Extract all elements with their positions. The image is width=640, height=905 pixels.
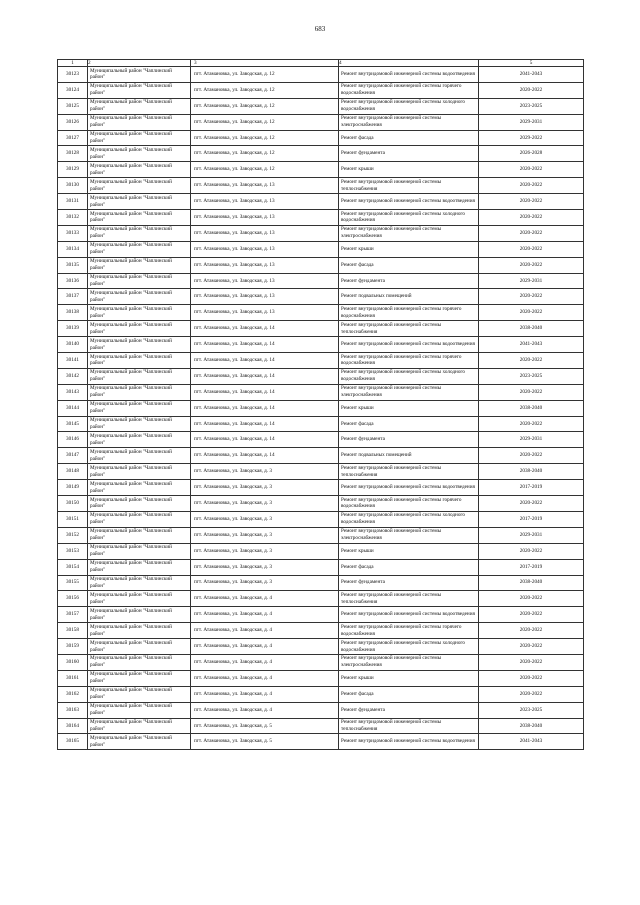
work-type-cell: Ремонт фасада	[339, 416, 479, 432]
municipality-cell: Муниципальный район "Чаплинский район"	[88, 98, 191, 114]
address-cell: пгт. Атамановка, ул. Заводская, д. 14	[191, 368, 339, 384]
address-cell: пгт. Атамановка, ул. Заводская, д. 3	[191, 559, 339, 575]
table-header-row	[58, 60, 584, 67]
table-row	[58, 400, 584, 416]
municipality-cell: Муниципальный район "Чаплинский район"	[88, 416, 191, 432]
address-cell: пгт. Атамановка, ул. Заводская, д. 3	[191, 511, 339, 527]
work-type-cell: Ремонт внутридомовой инженерной системы водоотведения	[339, 734, 479, 750]
work-type-cell: Ремонт внутридомовой инженерной системы горячего водоснабжения	[339, 305, 479, 321]
table-row	[58, 162, 584, 178]
period-cell: 2017-2019	[479, 559, 584, 575]
municipality-cell: Муниципальный район "Чаплинский район"	[88, 591, 191, 607]
work-type-cell: Ремонт внутридомовой инженерной системы электроснабжения	[339, 114, 479, 130]
period-cell: 2020-2022	[479, 225, 584, 241]
table-row	[58, 384, 584, 400]
period-cell: 2020-2022	[479, 384, 584, 400]
period-cell: 2020-2022	[479, 162, 584, 178]
period-cell: 2020-2022	[479, 178, 584, 194]
column-header: 5	[479, 60, 584, 67]
row-number-cell: 30139	[58, 321, 88, 337]
period-cell: 2020-2022	[479, 257, 584, 273]
row-number-cell: 30133	[58, 225, 88, 241]
municipality-cell: Муниципальный район "Чаплинский район"	[88, 511, 191, 527]
work-type-cell: Ремонт крыши	[339, 543, 479, 559]
address-cell: пгт. Атамановка, ул. Заводская, д. 4	[191, 623, 339, 639]
period-cell: 2038-2040	[479, 575, 584, 591]
table-row	[58, 82, 584, 98]
municipality-cell: Муниципальный район "Чаплинский район"	[88, 162, 191, 178]
municipality-cell: Муниципальный район "Чаплинский район"	[88, 82, 191, 98]
period-cell: 2020-2022	[479, 686, 584, 702]
address-cell: пгт. Атамановка, ул. Заводская, д. 3	[191, 527, 339, 543]
table-row	[58, 559, 584, 575]
row-number-cell: 30152	[58, 527, 88, 543]
address-cell: пгт. Атамановка, ул. Заводская, д. 13	[191, 273, 339, 289]
period-cell: 2026-2028	[479, 146, 584, 162]
period-cell: 2020-2022	[479, 670, 584, 686]
municipality-cell: Муниципальный район "Чаплинский район"	[88, 464, 191, 480]
period-cell: 2020-2022	[479, 639, 584, 655]
address-cell: пгт. Атамановка, ул. Заводская, д. 3	[191, 480, 339, 496]
municipality-cell: Муниципальный район "Чаплинский район"	[88, 654, 191, 670]
work-type-cell: Ремонт внутридомовой инженерной системы горячего водоснабжения	[339, 353, 479, 369]
work-type-cell: Ремонт крыши	[339, 670, 479, 686]
row-number-cell: 30132	[58, 210, 88, 226]
municipality-cell: Муниципальный район "Чаплинский район"	[88, 432, 191, 448]
address-cell: пгт. Атамановка, ул. Заводская, д. 5	[191, 718, 339, 734]
page-number: 683	[314, 25, 326, 33]
row-number-cell: 30148	[58, 464, 88, 480]
table-row	[58, 686, 584, 702]
work-type-cell: Ремонт внутридомовой инженерной системы водоотведения	[339, 67, 479, 83]
row-number-cell: 30163	[58, 702, 88, 718]
period-cell: 2038-2040	[479, 464, 584, 480]
municipality-cell: Муниципальный район "Чаплинский район"	[88, 734, 191, 750]
period-cell: 2020-2022	[479, 210, 584, 226]
address-cell: пгт. Атамановка, ул. Заводская, д. 13	[191, 225, 339, 241]
municipality-cell: Муниципальный район "Чаплинский район"	[88, 289, 191, 305]
table-row	[58, 67, 584, 83]
row-number-cell: 30153	[58, 543, 88, 559]
municipality-cell: Муниципальный район "Чаплинский район"	[88, 623, 191, 639]
municipality-cell: Муниципальный район "Чаплинский район"	[88, 353, 191, 369]
address-cell: пгт. Атамановка, ул. Заводская, д. 3	[191, 496, 339, 512]
municipality-cell: Муниципальный район "Чаплинский район"	[88, 718, 191, 734]
table-row	[58, 98, 584, 114]
row-number-cell: 30126	[58, 114, 88, 130]
period-cell: 2029-2031	[479, 527, 584, 543]
row-number-cell: 30165	[58, 734, 88, 750]
table-row	[58, 480, 584, 496]
municipality-cell: Муниципальный район "Чаплинский район"	[88, 257, 191, 273]
period-cell: 2029-2022	[479, 130, 584, 146]
row-number-cell: 30158	[58, 623, 88, 639]
table-row	[58, 130, 584, 146]
period-cell: 2020-2022	[479, 82, 584, 98]
period-cell: 2017-2019	[479, 480, 584, 496]
work-type-cell: Ремонт внутридомовой инженерной системы теплоснабжения	[339, 464, 479, 480]
address-cell: пгт. Атамановка, ул. Заводская, д. 14	[191, 353, 339, 369]
period-cell: 2038-2040	[479, 718, 584, 734]
work-type-cell: Ремонт внутридомовой инженерной системы водоотведения	[339, 607, 479, 623]
work-type-cell: Ремонт внутридомовой инженерной системы теплоснабжения	[339, 178, 479, 194]
row-number-cell: 30151	[58, 511, 88, 527]
work-type-cell: Ремонт внутридомовой инженерной системы электроснабжения	[339, 384, 479, 400]
row-number-cell: 30162	[58, 686, 88, 702]
work-type-cell: Ремонт крыши	[339, 162, 479, 178]
row-number-cell: 30150	[58, 496, 88, 512]
municipality-cell: Муниципальный район "Чаплинский район"	[88, 527, 191, 543]
period-cell: 2020-2022	[479, 194, 584, 210]
row-number-cell: 30129	[58, 162, 88, 178]
period-cell: 2041-2043	[479, 337, 584, 353]
column-header: 4	[339, 60, 479, 67]
municipality-cell: Муниципальный район "Чаплинский район"	[88, 321, 191, 337]
address-cell: пгт. Атамановка, ул. Заводская, д. 13	[191, 194, 339, 210]
address-cell: пгт. Атамановка, ул. Заводская, д. 13	[191, 241, 339, 257]
table-row	[58, 623, 584, 639]
address-cell: пгт. Атамановка, ул. Заводская, д. 12	[191, 162, 339, 178]
table-row	[58, 448, 584, 464]
row-number-cell: 30128	[58, 146, 88, 162]
address-cell: пгт. Атамановка, ул. Заводская, д. 12	[191, 114, 339, 130]
period-cell: 2020-2022	[479, 623, 584, 639]
work-type-cell: Ремонт внутридомовой инженерной системы холодного водоснабжения	[339, 98, 479, 114]
work-type-cell: Ремонт внутридомовой инженерной системы водоотведения	[339, 194, 479, 210]
address-cell: пгт. Атамановка, ул. Заводская, д. 14	[191, 400, 339, 416]
address-cell: пгт. Атамановка, ул. Заводская, д. 12	[191, 98, 339, 114]
period-cell: 2023-2025	[479, 368, 584, 384]
municipality-cell: Муниципальный район "Чаплинский район"	[88, 559, 191, 575]
row-number-cell: 30144	[58, 400, 88, 416]
table-body	[58, 67, 584, 750]
table-row	[58, 511, 584, 527]
work-type-cell: Ремонт внутридомовой инженерной системы электроснабжения	[339, 225, 479, 241]
work-type-cell: Ремонт фундамента	[339, 702, 479, 718]
work-type-cell: Ремонт внутридомовой инженерной системы горячего водоснабжения	[339, 623, 479, 639]
address-cell: пгт. Атамановка, ул. Заводская, д. 14	[191, 448, 339, 464]
row-number-cell: 30125	[58, 98, 88, 114]
address-cell: пгт. Атамановка, ул. Заводская, д. 13	[191, 210, 339, 226]
period-cell: 2038-2040	[479, 400, 584, 416]
row-number-cell: 30154	[58, 559, 88, 575]
table-row	[58, 654, 584, 670]
row-number-cell: 30157	[58, 607, 88, 623]
row-number-cell: 30124	[58, 82, 88, 98]
table-row	[58, 416, 584, 432]
period-cell: 2041-2043	[479, 67, 584, 83]
municipality-cell: Муниципальный район "Чаплинский район"	[88, 337, 191, 353]
address-cell: пгт. Атамановка, ул. Заводская, д. 4	[191, 639, 339, 655]
work-type-cell: Ремонт внутридомовой инженерной системы горячего водоснабжения	[339, 82, 479, 98]
address-cell: пгт. Атамановка, ул. Заводская, д. 3	[191, 575, 339, 591]
work-type-cell: Ремонт внутридомовой инженерной системы водоотведения	[339, 480, 479, 496]
municipality-cell: Муниципальный район "Чаплинский район"	[88, 480, 191, 496]
period-cell: 2020-2022	[479, 591, 584, 607]
address-cell: пгт. Атамановка, ул. Заводская, д. 5	[191, 734, 339, 750]
address-cell: пгт. Атамановка, ул. Заводская, д. 14	[191, 321, 339, 337]
row-number-cell: 30137	[58, 289, 88, 305]
row-number-cell: 30149	[58, 480, 88, 496]
row-number-cell: 30130	[58, 178, 88, 194]
municipality-cell: Муниципальный район "Чаплинский район"	[88, 241, 191, 257]
period-cell: 2020-2022	[479, 416, 584, 432]
period-cell: 2020-2022	[479, 654, 584, 670]
period-cell: 2020-2022	[479, 353, 584, 369]
row-number-cell: 30143	[58, 384, 88, 400]
table-row	[58, 591, 584, 607]
row-number-cell: 30164	[58, 718, 88, 734]
row-number-cell: 30160	[58, 654, 88, 670]
address-cell: пгт. Атамановка, ул. Заводская, д. 4	[191, 670, 339, 686]
table-row	[58, 273, 584, 289]
municipality-cell: Муниципальный район "Чаплинский район"	[88, 130, 191, 146]
period-cell: 2020-2022	[479, 496, 584, 512]
work-type-cell: Ремонт фундамента	[339, 575, 479, 591]
row-number-cell: 30142	[58, 368, 88, 384]
work-type-cell: Ремонт внутридомовой инженерной системы теплоснабжения	[339, 591, 479, 607]
row-number-cell: 30146	[58, 432, 88, 448]
work-type-cell: Ремонт фасада	[339, 130, 479, 146]
table-row	[58, 575, 584, 591]
column-header: 3	[191, 60, 339, 67]
period-cell: 2020-2022	[479, 305, 584, 321]
column-header: 2	[88, 60, 191, 67]
table-row	[58, 321, 584, 337]
municipality-cell: Муниципальный район "Чаплинский район"	[88, 384, 191, 400]
period-cell: 2017-2019	[479, 511, 584, 527]
table-row	[58, 241, 584, 257]
row-number-cell: 30127	[58, 130, 88, 146]
municipality-cell: Муниципальный район "Чаплинский район"	[88, 400, 191, 416]
period-cell: 2041-2043	[479, 734, 584, 750]
period-cell: 2029-2031	[479, 432, 584, 448]
period-cell: 2020-2022	[479, 607, 584, 623]
municipality-cell: Муниципальный район "Чаплинский район"	[88, 639, 191, 655]
municipality-cell: Муниципальный район "Чаплинский район"	[88, 178, 191, 194]
address-cell: пгт. Атамановка, ул. Заводская, д. 13	[191, 305, 339, 321]
table-row	[58, 225, 584, 241]
table-row	[58, 305, 584, 321]
table-row	[58, 368, 584, 384]
work-type-cell: Ремонт внутридомовой инженерной системы холодного водоснабжения	[339, 210, 479, 226]
period-cell: 2023-2025	[479, 98, 584, 114]
table-row	[58, 146, 584, 162]
work-type-cell: Ремонт внутридомовой инженерной системы холодного водоснабжения	[339, 639, 479, 655]
table-row	[58, 543, 584, 559]
work-type-cell: Ремонт крыши	[339, 241, 479, 257]
municipality-cell: Муниципальный район "Чаплинский район"	[88, 210, 191, 226]
table-row	[58, 527, 584, 543]
period-cell: 2020-2022	[479, 448, 584, 464]
table-row	[58, 464, 584, 480]
table-row	[58, 718, 584, 734]
address-cell: пгт. Атамановка, ул. Заводская, д. 12	[191, 146, 339, 162]
table-row	[58, 337, 584, 353]
address-cell: пгт. Атамановка, ул. Заводская, д. 14	[191, 432, 339, 448]
table-row	[58, 702, 584, 718]
municipality-cell: Муниципальный район "Чаплинский район"	[88, 146, 191, 162]
municipality-cell: Муниципальный район "Чаплинский район"	[88, 305, 191, 321]
row-number-cell: 30134	[58, 241, 88, 257]
work-type-cell: Ремонт фундамента	[339, 273, 479, 289]
address-cell: пгт. Атамановка, ул. Заводская, д. 4	[191, 654, 339, 670]
row-number-cell: 30161	[58, 670, 88, 686]
municipality-cell: Муниципальный район "Чаплинский район"	[88, 225, 191, 241]
address-cell: пгт. Атамановка, ул. Заводская, д. 4	[191, 607, 339, 623]
table-row	[58, 257, 584, 273]
work-type-cell: Ремонт крыши	[339, 400, 479, 416]
address-cell: пгт. Атамановка, ул. Заводская, д. 4	[191, 686, 339, 702]
row-number-cell: 30141	[58, 353, 88, 369]
table-row	[58, 734, 584, 750]
address-cell: пгт. Атамановка, ул. Заводская, д. 12	[191, 82, 339, 98]
work-type-cell: Ремонт внутридомовой инженерной системы холодного водоснабжения	[339, 511, 479, 527]
municipality-cell: Муниципальный район "Чаплинский район"	[88, 607, 191, 623]
municipality-cell: Муниципальный район "Чаплинский район"	[88, 496, 191, 512]
municipality-cell: Муниципальный район "Чаплинский район"	[88, 273, 191, 289]
address-cell: пгт. Атамановка, ул. Заводская, д. 3	[191, 543, 339, 559]
row-number-cell: 30145	[58, 416, 88, 432]
municipality-cell: Муниципальный район "Чаплинский район"	[88, 543, 191, 559]
municipality-cell: Муниципальный район "Чаплинский район"	[88, 67, 191, 83]
table-row	[58, 496, 584, 512]
row-number-cell: 30131	[58, 194, 88, 210]
address-cell: пгт. Атамановка, ул. Заводская, д. 4	[191, 591, 339, 607]
address-cell: пгт. Атамановка, ул. Заводская, д. 3	[191, 464, 339, 480]
address-cell: пгт. Атамановка, ул. Заводская, д. 13	[191, 178, 339, 194]
work-type-cell: Ремонт фасада	[339, 257, 479, 273]
address-cell: пгт. Атамановка, ул. Заводская, д. 14	[191, 337, 339, 353]
table-row	[58, 670, 584, 686]
address-cell: пгт. Атамановка, ул. Заводская, д. 4	[191, 702, 339, 718]
period-cell: 2020-2022	[479, 289, 584, 305]
address-cell: пгт. Атамановка, ул. Заводская, д. 14	[191, 416, 339, 432]
table-row	[58, 432, 584, 448]
work-type-cell: Ремонт фасада	[339, 559, 479, 575]
work-type-cell: Ремонт подвальных помещений	[339, 448, 479, 464]
work-type-cell: Ремонт внутридомовой инженерной системы водоотведения	[339, 337, 479, 353]
address-cell: пгт. Атамановка, ул. Заводская, д. 13	[191, 257, 339, 273]
municipality-cell: Муниципальный район "Чаплинский район"	[88, 670, 191, 686]
period-cell: 2029-2031	[479, 114, 584, 130]
period-cell: 2020-2022	[479, 241, 584, 257]
row-number-cell: 30138	[58, 305, 88, 321]
table-row	[58, 178, 584, 194]
period-cell: 2029-2031	[479, 273, 584, 289]
period-cell: 2020-2022	[479, 543, 584, 559]
address-cell: пгт. Атамановка, ул. Заводская, д. 12	[191, 130, 339, 146]
row-number-cell: 30135	[58, 257, 88, 273]
work-type-cell: Ремонт внутридомовой инженерной системы холодного водоснабжения	[339, 368, 479, 384]
municipality-cell: Муниципальный район "Чаплинский район"	[88, 448, 191, 464]
address-cell: пгт. Атамановка, ул. Заводская, д. 12	[191, 67, 339, 83]
table-row	[58, 210, 584, 226]
table-row	[58, 289, 584, 305]
municipality-cell: Муниципальный район "Чаплинский район"	[88, 686, 191, 702]
work-type-cell: Ремонт внутридомовой инженерной системы горячего водоснабжения	[339, 496, 479, 512]
address-cell: пгт. Атамановка, ул. Заводская, д. 14	[191, 384, 339, 400]
work-type-cell: Ремонт внутридомовой инженерной системы теплоснабжения	[339, 321, 479, 337]
work-type-cell: Ремонт внутридомовой инженерной системы электроснабжения	[339, 654, 479, 670]
work-type-cell: Ремонт фундамента	[339, 146, 479, 162]
row-number-cell: 30156	[58, 591, 88, 607]
row-number-cell: 30147	[58, 448, 88, 464]
municipality-cell: Муниципальный район "Чаплинский район"	[88, 575, 191, 591]
period-cell: 2038-2040	[479, 321, 584, 337]
municipality-cell: Муниципальный район "Чаплинский район"	[88, 702, 191, 718]
row-number-cell: 30140	[58, 337, 88, 353]
address-cell: пгт. Атамановка, ул. Заводская, д. 13	[191, 289, 339, 305]
table-row	[58, 353, 584, 369]
table-row	[58, 114, 584, 130]
work-type-cell: Ремонт фундамента	[339, 432, 479, 448]
table-row	[58, 607, 584, 623]
period-cell: 2023-2025	[479, 702, 584, 718]
work-type-cell: Ремонт внутридомовой инженерной системы теплоснабжения	[339, 718, 479, 734]
work-type-cell: Ремонт подвальных помещений	[339, 289, 479, 305]
municipality-cell: Муниципальный район "Чаплинский район"	[88, 368, 191, 384]
column-header: 1	[58, 60, 88, 67]
work-type-cell: Ремонт фасада	[339, 686, 479, 702]
work-type-cell: Ремонт внутридомовой инженерной системы электроснабжения	[339, 527, 479, 543]
row-number-cell: 30155	[58, 575, 88, 591]
row-number-cell: 30123	[58, 67, 88, 83]
row-number-cell: 30159	[58, 639, 88, 655]
row-number-cell: 30136	[58, 273, 88, 289]
table-row	[58, 639, 584, 655]
repair-schedule-table	[57, 59, 584, 750]
table-row	[58, 194, 584, 210]
municipality-cell: Муниципальный район "Чаплинский район"	[88, 114, 191, 130]
municipality-cell: Муниципальный район "Чаплинский район"	[88, 194, 191, 210]
